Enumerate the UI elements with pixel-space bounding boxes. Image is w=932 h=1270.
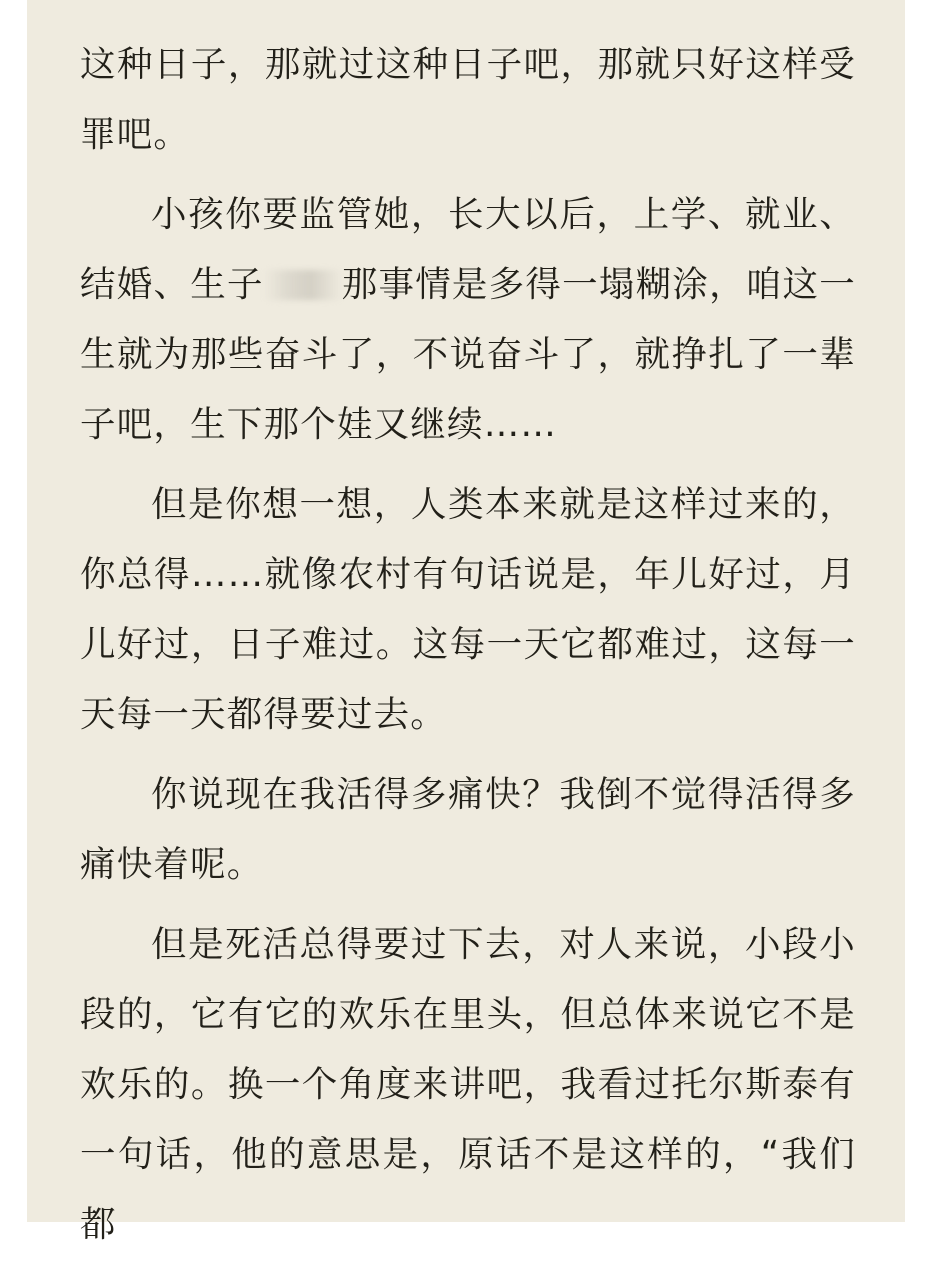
paragraph-3: 但是你想一想，人类本来就是这样过来的，你总得……就像农村有句话说是，年儿好过，月儿好过，日子难过。这每一天它都难过，这每一天每一天都得要过去。 — [80, 484, 856, 735]
paragraph-4: 你说现在我活得多痛快？我倒不觉得活得多痛快着呢。 — [80, 774, 856, 885]
blurred-redaction — [264, 270, 342, 300]
paragraph-2-end: 那事情是多得一塌糊涂，咱这一生就为那些奋斗了，不说奋斗了，就挣扎了一辈子吧，生下那个娃又继续…… — [80, 264, 856, 445]
paragraph-5: 但是死活总得要过下去，对人来说，小段小段的，它有它的欢乐在里头，但总体来说它不是欢乐的。换一个角度来讲吧，我看过托尔斯泰有一句话，他的意思是，原话不是这样的，“我们都 — [80, 924, 856, 1245]
article-body — [80, 30, 856, 1270]
paragraph-1: 这种日子，那就过这种日子吧，那就只好这样受罪吧。 — [80, 44, 856, 155]
paragraph-2-start: 小孩你要监管她，长大以后，上学、就业、结婚、生子 — [80, 194, 856, 305]
paragraph-2 — [80, 180, 856, 460]
reader-page — [27, 0, 905, 1245]
